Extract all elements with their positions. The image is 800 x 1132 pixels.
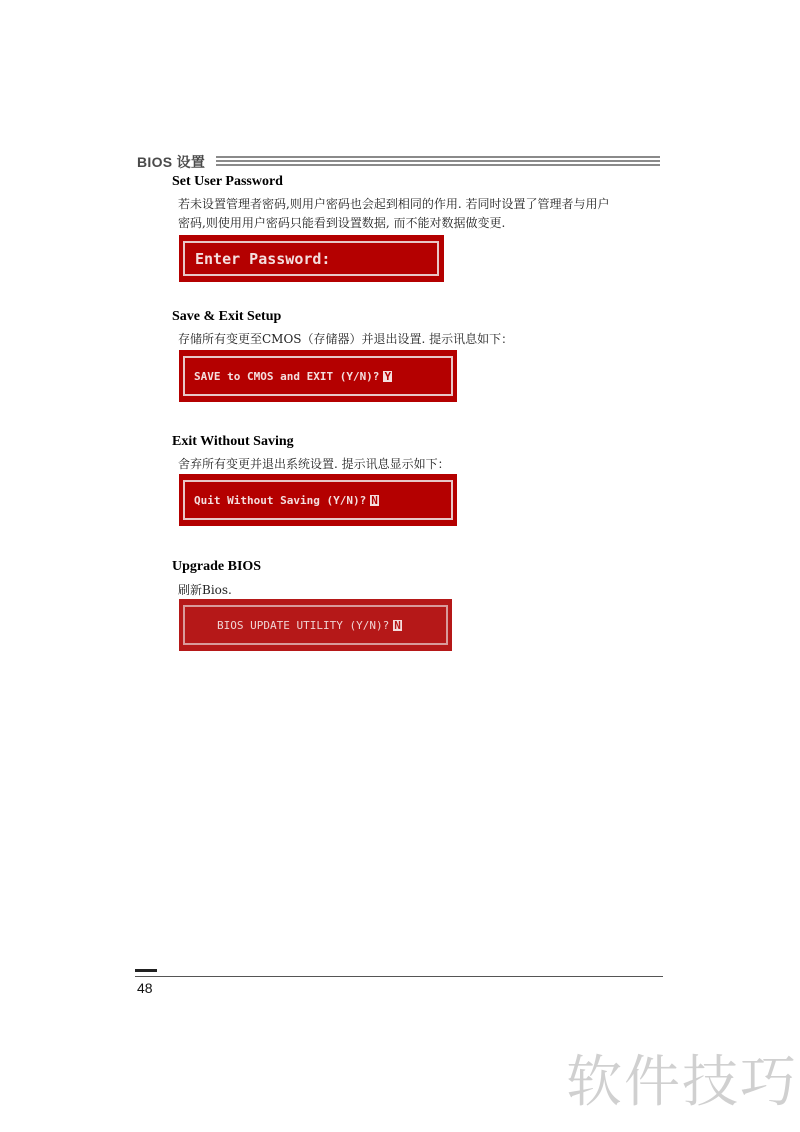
exit-no-save-prompt-screenshot [179, 474, 457, 526]
page-number: 48 [137, 980, 153, 996]
footer-rule [135, 976, 663, 977]
exit-no-save-prompt-text: Quit Without Saving (Y/N)? [194, 493, 367, 507]
save-exit-prompt-text: SAVE to CMOS and EXIT (Y/N)? [194, 369, 380, 383]
password-prompt-text: Enter Password: [195, 249, 331, 268]
section-heading-exit-no-save: Exit Without Saving [172, 434, 294, 449]
section-text-user-password-2: 密码,则使用用户密码只能看到设置数据, 而不能对数据做变更. [178, 216, 506, 230]
section-text-user-password-1: 若未设置管理者密码,则用户密码也会起到相同的作用. 若同时设置了管理者与用户 [178, 197, 610, 211]
upgrade-bios-prompt-text: BIOS UPDATE UTILITY (Y/N)? [217, 618, 390, 632]
watermark-text: 软件技巧 [566, 1050, 798, 1115]
section-text-exit-no-save: 舍弃所有变更并退出系统设置. 提示讯息显示如下： [178, 457, 450, 471]
password-prompt-screenshot [179, 235, 444, 282]
section-text-upgrade-bios: 刷新Bios. [178, 583, 232, 597]
section-text-save-exit: 存储所有变更至CMOS（存储器）并退出设置. 提示讯息如下： [178, 332, 514, 346]
save-exit-prompt-screenshot [179, 350, 457, 402]
section-heading-upgrade-bios: Upgrade BIOS [172, 559, 262, 574]
header-rule [216, 156, 660, 166]
upgrade-bios-prompt-screenshot [179, 599, 452, 651]
footer-rule-thick [135, 969, 157, 972]
page-header-title: BIOS 设置 [137, 154, 206, 170]
exit-no-save-answer-cursor: N [371, 493, 378, 507]
section-heading-user-password: Set User Password [172, 174, 283, 189]
section-heading-save-exit: Save & Exit Setup [172, 309, 282, 324]
upgrade-bios-answer-cursor: N [394, 618, 401, 632]
save-exit-answer-cursor: Y [384, 369, 392, 383]
